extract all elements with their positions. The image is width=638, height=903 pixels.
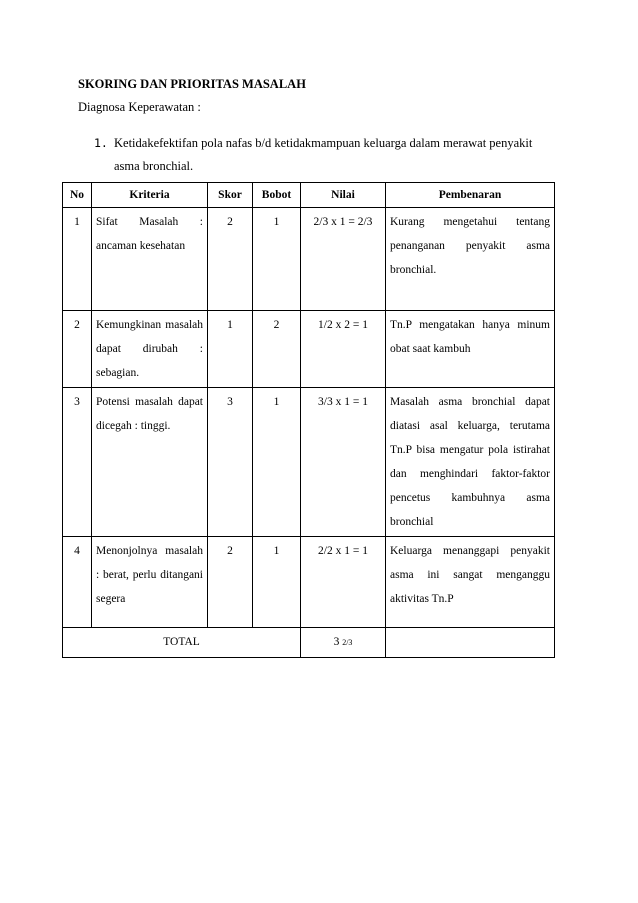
table-header-row <box>63 183 555 208</box>
table-row <box>63 537 555 628</box>
cell-kriteria: Menonjolnya masalah : berat, perlu ditangani segera <box>92 537 208 628</box>
cell-bobot: 1 <box>253 388 301 537</box>
cell-pembenaran: Tn.P mengatakan hanya minum obat saat kambuh <box>386 311 555 388</box>
cell-bobot: 1 <box>253 208 301 311</box>
header-no: No <box>63 183 92 208</box>
diagnosis-text: Ketidakefektifan pola nafas b/d ketidakmampuan keluarga dalam merawat penyakit asma bronchial. <box>114 136 533 173</box>
total-label: TOTAL <box>63 628 301 658</box>
scoring-table <box>62 182 555 658</box>
header-pembenaran: Pembenaran <box>386 183 555 208</box>
header-bobot: Bobot <box>253 183 301 208</box>
cell-nilai: 3/3 x 1 = 1 <box>301 388 386 537</box>
cell-kriteria: Sifat Masalah : ancaman kesehatan <box>92 208 208 311</box>
cell-skor: 1 <box>208 311 253 388</box>
header-nilai: Nilai <box>301 183 386 208</box>
cell-skor: 2 <box>208 537 253 628</box>
cell-skor: 3 <box>208 388 253 537</box>
total-row <box>63 628 555 658</box>
cell-nilai: 1/2 x 2 = 1 <box>301 311 386 388</box>
cell-no: 3 <box>63 388 92 537</box>
diagnosis-number: 1. <box>94 136 108 150</box>
table-row <box>63 311 555 388</box>
cell-kriteria: Potensi masalah dapat dicegah : tinggi. <box>92 388 208 537</box>
cell-bobot: 1 <box>253 537 301 628</box>
cell-no: 4 <box>63 537 92 628</box>
total-value-whole: 3 <box>333 636 340 648</box>
total-empty-cell <box>386 628 555 658</box>
cell-pembenaran: Kurang mengetahui tentang penanganan penyakit asma bronchial. <box>386 208 555 311</box>
header-skor: Skor <box>208 183 253 208</box>
header-kriteria: Kriteria <box>92 183 208 208</box>
cell-no: 1 <box>63 208 92 311</box>
cell-kriteria: Kemungkinan masalah dapat dirubah : sebagian. <box>92 311 208 388</box>
total-value <box>301 628 386 658</box>
diagnosis-item <box>94 132 554 178</box>
total-value-fraction: 2/3 <box>342 638 353 647</box>
cell-skor: 2 <box>208 208 253 311</box>
cell-nilai: 2/3 x 1 = 2/3 <box>301 208 386 311</box>
cell-no: 2 <box>63 311 92 388</box>
cell-bobot: 2 <box>253 311 301 388</box>
table-row <box>63 388 555 537</box>
table-row <box>63 208 555 311</box>
page-title: SKORING DAN PRIORITAS MASALAH <box>78 77 306 91</box>
cell-pembenaran: Keluarga menanggapi penyakit asma ini sangat menganggu aktivitas Tn.P <box>386 537 555 628</box>
diagnosis-heading: Diagnosa Keperawatan : <box>78 100 201 114</box>
cell-nilai: 2/2 x 1 = 1 <box>301 537 386 628</box>
cell-pembenaran: Masalah asma bronchial dapat diatasi asal keluarga, terutama Tn.P bisa mengatur pola istirahat dan menghindari faktor-faktor pencetus kambuhnya asma bronchial <box>386 388 555 537</box>
